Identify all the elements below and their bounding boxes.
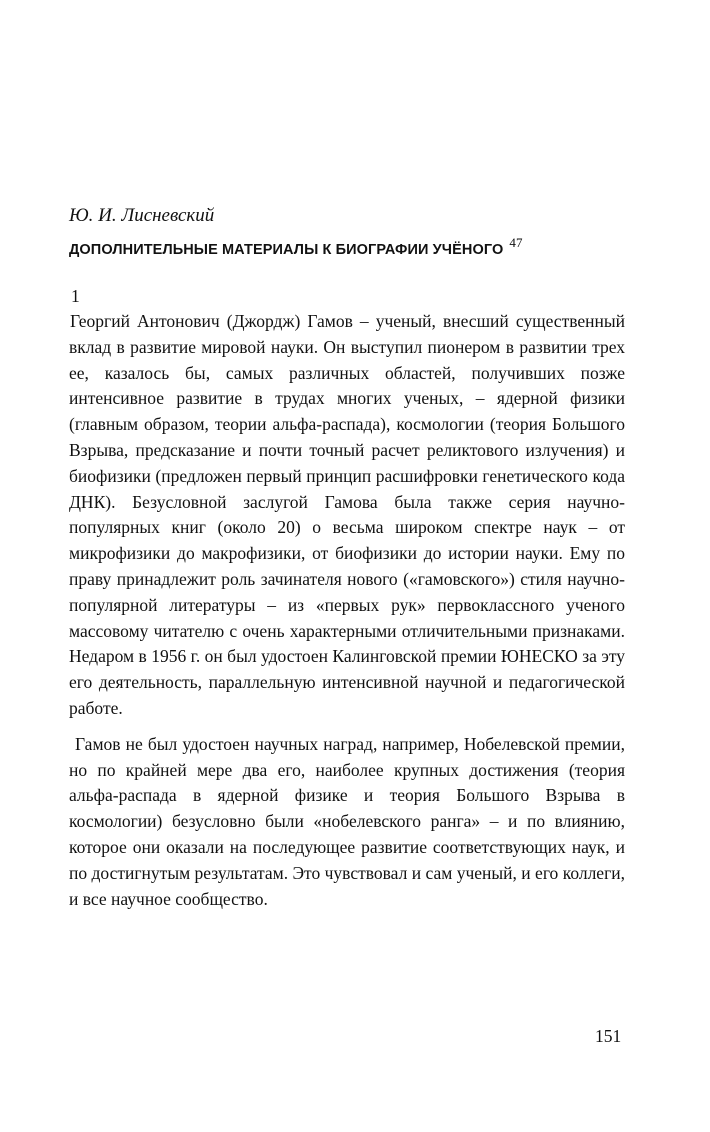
chapter-title bbox=[69, 231, 625, 262]
chapter-title-text: ДОПОЛНИТЕЛЬНЫЕ МАТЕРИАЛЫ К БИОГРАФИИ УЧЁНОГО bbox=[69, 242, 504, 258]
section-number: 1 bbox=[71, 286, 80, 306]
page-number: 151 bbox=[595, 1026, 622, 1046]
footnote-reference: 47 bbox=[509, 235, 523, 250]
author-name: Ю. И. Лисневский bbox=[69, 205, 215, 226]
paragraph-1: Георгий Антонович (Джордж) Гамов – ученый, внесший существенный вклад в развитие мировой науки. Он выступил пионером в развитии трех ее, казалось бы, самых различных областей, получивших позже интенсивное развитие в трудах многих ученых, – ядерной физики (главным образом, теории альфа-распада), космологии (теория Большого Взрыва, предсказание и почти точный расчет реликтового излучения) и биофизики (предложен первый принцип расшифровки генетического кода ДНК). Безусловной заслугой Гамова была также серия научно-популярных книг (около 20) о весьма широком спектре наук – от микрофизики до макрофизики, от биофизики до истории науки. Ему по праву принадлежит роль зачинателя нового («гамовского») стиля научно-популярной литературы – из «первых рук» первоклассного ученого массовому читателю с очень характерными отличительными признаками. Недаром в 1956 г. он был удостоен Калинговской премии ЮНЕСКО за эту его деятельность, параллельную интенсивной научной и педагогической работе. bbox=[69, 311, 625, 718]
page-content bbox=[69, 204, 625, 912]
paragraph-2: Гамов не был удостоен научных наград, например, Нобелевской премии, но по крайней мере два его, наиболее крупных достижения (теория альфа-распада в ядерной физике и теория Большого Взрыва в космологии) безусловно были «нобелевского ранга» – и по влиянию, которое они оказали на последующее развитие соответствующих наук, и по достигнутым результатам. Это чувствовал и сам ученый, и его коллеги, и все научное сообщество. bbox=[69, 733, 625, 909]
